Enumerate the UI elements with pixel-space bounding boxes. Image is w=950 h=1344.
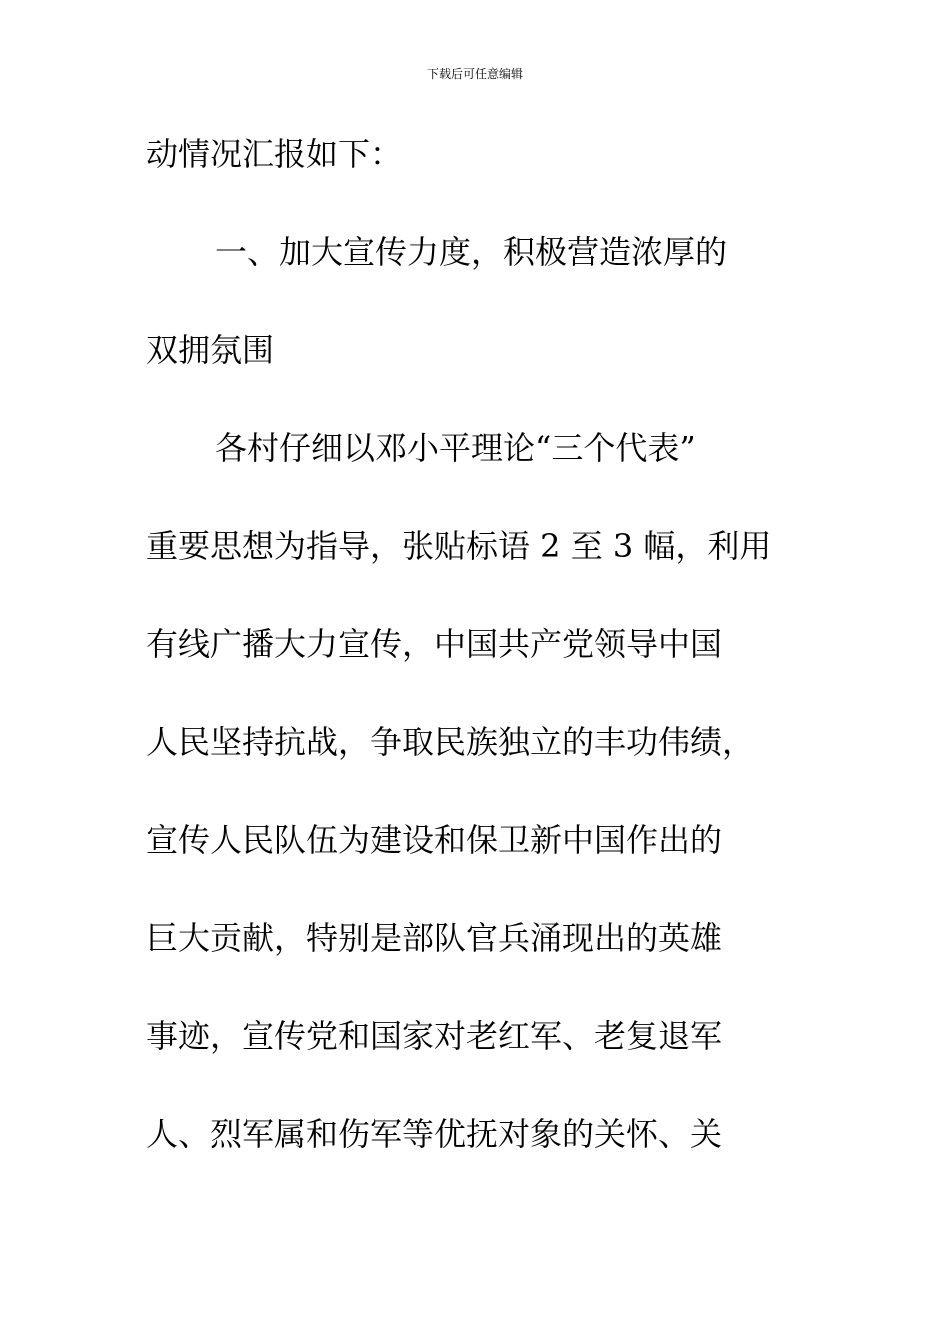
page-header: 下载后可任意编辑 [426, 67, 523, 81]
text-line: 人、烈军属和伤军等优抚对象的关怀、关 [146, 1115, 723, 1153]
text-line: 巨大贡献，特别是部队官兵涌现出的英雄 [146, 919, 723, 957]
body-text [146, 126, 826, 1204]
paragraph-start: 各村仔细以邓小平理论“三个代表” [215, 429, 696, 467]
text-line: 重要思想为指导，张贴标语 2 至 3 幅，利用 [146, 527, 772, 565]
text-line: 宣传人民队伍为建设和保卫新中国作出的 [146, 821, 723, 859]
text-line: 动情况汇报如下： [146, 135, 403, 173]
text-line: 人民坚持抗战，争取民族独立的丰功伟绩， [146, 723, 755, 761]
text-line: 双拥氛围 [146, 331, 275, 369]
text-line: 事迹，宣传党和国家对老红军、老复退军 [146, 1017, 723, 1055]
section-heading: 一、加大宣传力度，积极营造浓厚的 [215, 233, 728, 271]
text-line: 有线广播大力宣传，中国共产党领导中国 [146, 625, 723, 663]
